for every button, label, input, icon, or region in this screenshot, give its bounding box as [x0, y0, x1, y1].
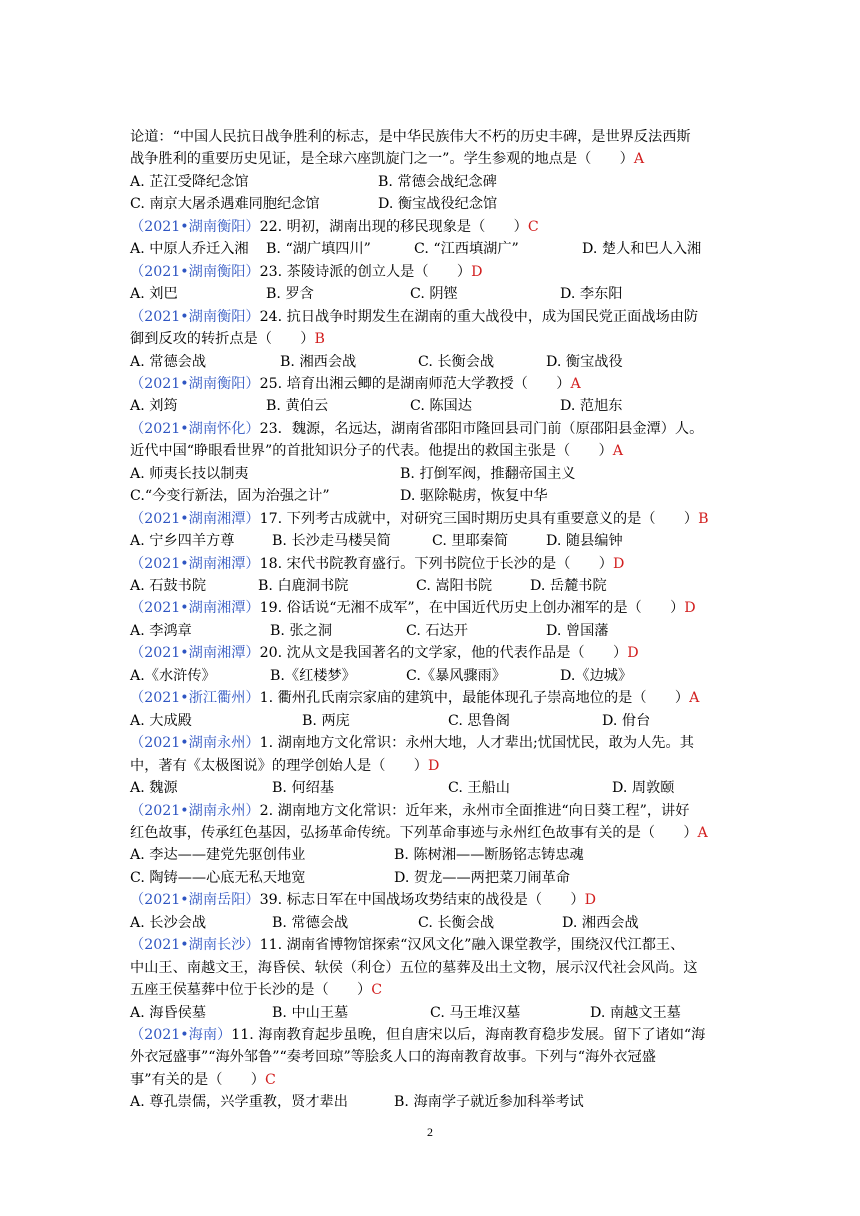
answer-option: D. 衡宝战役纪念馆: [378, 196, 498, 213]
question-line: [130, 597, 696, 620]
question-source: （2021•湖南湘潭）: [130, 645, 260, 662]
question-text: 11. 湖南省博物馆探索“汉风文化”融入课堂教学，围绕汉代江都王、: [259, 937, 685, 954]
question-text: 近代中国“睁眼看世界”的首批知识分子的代表。他提出的救国主张是（ ）: [130, 443, 613, 460]
question-text: 1. 衢州孔氏南宗家庙的建筑中，最能体现孔子崇高地位的是（ ）: [259, 690, 690, 707]
question-line: [130, 508, 709, 531]
answer-option: D. 周敦颐: [612, 780, 675, 797]
answer-option: D. 佾台: [602, 712, 651, 729]
question-line: [130, 800, 689, 823]
answer-key: D: [471, 263, 483, 280]
question-text: 战争胜利的重要历史见证，是全球六座凯旋门之一”。学生参观的地点是（ ）: [130, 151, 634, 168]
question-source: （2021•湖南衡阳）: [130, 308, 260, 325]
answer-option: B. “湖广填四川”: [266, 241, 371, 258]
answer-option: A. 常德会战: [130, 353, 207, 370]
question-text: 20. 沈从文是我国著名的文学家，他的代表作品是（ ）: [259, 645, 628, 662]
answer-key: C: [264, 1071, 276, 1088]
answer-option: B.《红楼梦》: [270, 667, 356, 684]
answer-key: D: [627, 645, 639, 662]
question-text: 25. 培育出湘云鲫的是湖南师范大学教授（ ）: [259, 375, 571, 392]
question-text: 1. 湖南地方文化常识：永州大地，人才辈出;忧国忧民，敢为人先。其: [259, 735, 694, 752]
question-line: [130, 687, 699, 710]
answer-option: B. 中山王墓: [272, 1004, 349, 1021]
question-source: （2021•湖南岳阳）: [130, 892, 260, 909]
question-text: 23. 茶陵诗派的创立人是（ ）: [259, 263, 472, 280]
question-line: [130, 328, 325, 351]
question-line: [130, 373, 581, 396]
answer-option: B. 张之洞: [270, 622, 333, 639]
answer-option: A. 李鸿章: [130, 622, 192, 639]
question-source: （2021•湖南永州）: [130, 735, 260, 752]
question-text: 论道：“中国人民抗日战争胜利的标志，是中华民族伟大不朽的历史丰碑，是世界反法西斯: [130, 129, 691, 145]
answer-option: C.《暴风骤雨》: [406, 667, 506, 684]
answer-option: D. 范旭东: [560, 398, 623, 415]
answer-option: C. “江西填湖广”: [414, 241, 519, 258]
answer-option: C. 长衡会战: [418, 914, 495, 931]
answer-key: C: [371, 982, 383, 999]
answer-option: C. 陶铸——心底无私天地宽: [130, 869, 306, 886]
question-line: [130, 755, 439, 778]
question-text: 五座王侯墓葬中位于长沙的是（ ）: [130, 982, 372, 999]
answer-option: C. 王船山: [448, 780, 510, 797]
question-text: 19. 俗话说“无湘不成军”，在中国近代历史上创办湘军的是（ ）: [259, 600, 685, 617]
question-source: （2021•湖南怀化）: [130, 420, 260, 437]
question-line: [130, 934, 684, 957]
answer-option: C. 马王堆汉墓: [430, 1004, 521, 1021]
answer-option: A. 刘巴: [130, 286, 178, 303]
answer-option: D. 随县编钟: [546, 533, 623, 550]
answer-option: B. 打倒军阀，推翻帝国主义: [400, 465, 576, 482]
question-line: [130, 642, 639, 665]
answer-option: D. 湘西会战: [562, 914, 639, 931]
answer-option: C. 石达开: [406, 622, 468, 639]
question-line: [130, 732, 694, 755]
answer-option: A. 师夷长技以制夷: [130, 465, 249, 482]
answer-option: C. 长衡会战: [418, 353, 495, 370]
answer-option: D. 楚人和巴人入湘: [582, 241, 702, 258]
question-source: （2021•海南）: [130, 1027, 232, 1043]
question-line: [130, 1024, 705, 1047]
question-line: [130, 306, 698, 329]
answer-key: A: [612, 443, 623, 460]
answer-option: A. 刘筠: [130, 398, 178, 415]
answer-option: B. 湘西会战: [280, 353, 357, 370]
answer-option: A. 芷江受降纪念馆: [130, 173, 249, 190]
question-line: [130, 1069, 276, 1092]
page-number: 2: [427, 1125, 433, 1139]
question-line: [130, 1046, 656, 1069]
question-source: （2021•湖南衡阳）: [130, 218, 260, 235]
answer-key: B: [314, 331, 325, 348]
answer-option: D. 贺龙——两把菜刀闹革命: [394, 869, 570, 886]
answer-key: C: [527, 218, 539, 235]
answer-option: D. 驱除鞑虏，恢复中华: [400, 488, 548, 505]
answer-option: A. 尊孔崇儒，兴学重教，贤才辈出: [130, 1094, 348, 1111]
question-line: [130, 126, 691, 149]
question-source: （2021•浙江衢州）: [130, 690, 260, 707]
question-text: 39. 标志日军在中国战场攻势结束的战役是（ ）: [259, 892, 585, 909]
question-line: [130, 261, 483, 284]
answer-option: B. 两庑: [302, 712, 350, 729]
answer-option: A. 李达——建党先驱创伟业: [130, 847, 306, 864]
answer-option: A. 宁乡四羊方尊: [130, 533, 235, 550]
answer-option: C. 里耶秦简: [432, 533, 509, 550]
question-text: 外衣冠盛事”“海外邹鲁”“奏考回琼”等脍炙人口的海南教育故事。下列与“海外衣冠盛: [130, 1049, 656, 1066]
answer-key: A: [697, 824, 708, 841]
question-text: 中，著有《太极图说》的理学创始人是（ ）: [130, 757, 428, 774]
answer-key: D: [584, 892, 596, 909]
answer-option: A. 长沙会战: [130, 914, 207, 931]
answer-option: B. 何绍基: [272, 780, 335, 797]
question-text: 18. 宋代书院教育盛行。下列书院位于长沙的是（ ）: [259, 555, 613, 572]
answer-option: B. 黄伯云: [266, 398, 329, 415]
question-source: （2021•湖南衡阳）: [130, 375, 260, 392]
answer-key: A: [570, 375, 581, 392]
question-line: [130, 553, 624, 576]
answer-option: A.《水浒传》: [130, 667, 216, 684]
answer-key: A: [689, 690, 700, 707]
answer-option: A. 大成殿: [130, 712, 192, 729]
answer-option: B. 罗含: [266, 286, 314, 303]
question-text: 2. 湖南地方文化常识：近年来，永州市全面推进“向日葵工程”，讲好: [259, 802, 690, 819]
question-text: 事”有关的是（ ）: [130, 1071, 265, 1088]
question-text: 红色故事，传承红色基因，弘扬革命传统。下列革命事迹与永州红色故事有关的是（ ）: [130, 824, 698, 841]
answer-option: A. 中原人乔迁入湘: [130, 241, 249, 258]
answer-option: A. 石鼓书院: [130, 578, 207, 594]
question-line: [130, 148, 644, 171]
answer-option: C. 嵩阳书院: [416, 578, 493, 594]
answer-key: D: [684, 600, 696, 617]
question-source: （2021•湖南湘潭）: [130, 510, 260, 527]
answer-option: A. 魏源: [130, 780, 178, 797]
answer-option: C. 陈国达: [410, 398, 472, 415]
answer-option: D. 曾国藩: [546, 622, 609, 639]
question-text: 11. 海南教育起步虽晚，但自唐宋以后，海南教育稳步发展。留下了诸如“海: [231, 1027, 706, 1043]
answer-option: D. 李东阳: [560, 286, 623, 303]
question-text: 中山王、南越文王，海昏侯、轪侯（利仓）五位的墓葬及出土文物，展示汉代社会风尚。这: [130, 959, 698, 976]
answer-option: B. 白鹿洞书院: [258, 578, 349, 594]
question-source: （2021•湖南衡阳）: [130, 263, 260, 280]
question-line: [130, 822, 708, 845]
answer-option: A. 海昏侯墓: [130, 1004, 207, 1021]
answer-option: B. 常德会战纪念碑: [378, 173, 497, 190]
answer-key: D: [427, 757, 440, 774]
answer-option: B. 海南学子就近参加科举考试: [394, 1094, 584, 1111]
question-text: 22. 明初，湖南出现的移民现象是（ ）: [259, 218, 528, 235]
answer-option: C. 思鲁阁: [448, 712, 510, 729]
answer-option: B. 长沙走马楼吴简: [272, 533, 391, 550]
question-line: [130, 216, 539, 239]
question-line: [130, 440, 623, 463]
question-text: 御到反攻的转折点是（ ）: [130, 331, 315, 348]
question-source: （2021•湖南湘潭）: [130, 555, 260, 572]
question-text: 23．魏源，名远达，湖南省邵阳市隆回县司门前（原邵阳县金潭）人。: [259, 420, 704, 437]
question-source: （2021•湖南永州）: [130, 802, 260, 819]
answer-option: B. 陈树湘——断肠铭志铸忠魂: [394, 847, 584, 864]
question-source: （2021•湖南长沙）: [130, 937, 260, 954]
question-line: [130, 889, 596, 912]
answer-option: B. 常德会战: [272, 914, 349, 931]
question-line: [130, 418, 703, 441]
question-source: （2021•湖南湘潭）: [130, 600, 260, 617]
question-line: [130, 979, 382, 1002]
answer-key: D: [613, 555, 625, 572]
answer-option: C. 南京大屠杀遇难同胞纪念馆: [130, 196, 320, 213]
answer-option: D.《边城》: [560, 667, 633, 684]
answer-option: C.“今变行新法，固为治强之计”: [130, 488, 330, 505]
question-text: 24. 抗日战争时期发生在湖南的重大战役中，成为国民党正面战场由防: [259, 308, 699, 325]
answer-option: C. 阴铿: [410, 286, 458, 303]
answer-option: D. 岳麓书院: [530, 578, 607, 594]
answer-key: B: [698, 510, 709, 527]
question-line: [130, 957, 698, 980]
answer-key: A: [633, 151, 645, 168]
answer-option: D. 南越文王墓: [590, 1004, 681, 1021]
answer-option: D. 衡宝战役: [546, 353, 623, 370]
question-text: 17. 下列考古成就中，对研究三国时期历史具有重要意义的是（ ）: [259, 510, 699, 527]
